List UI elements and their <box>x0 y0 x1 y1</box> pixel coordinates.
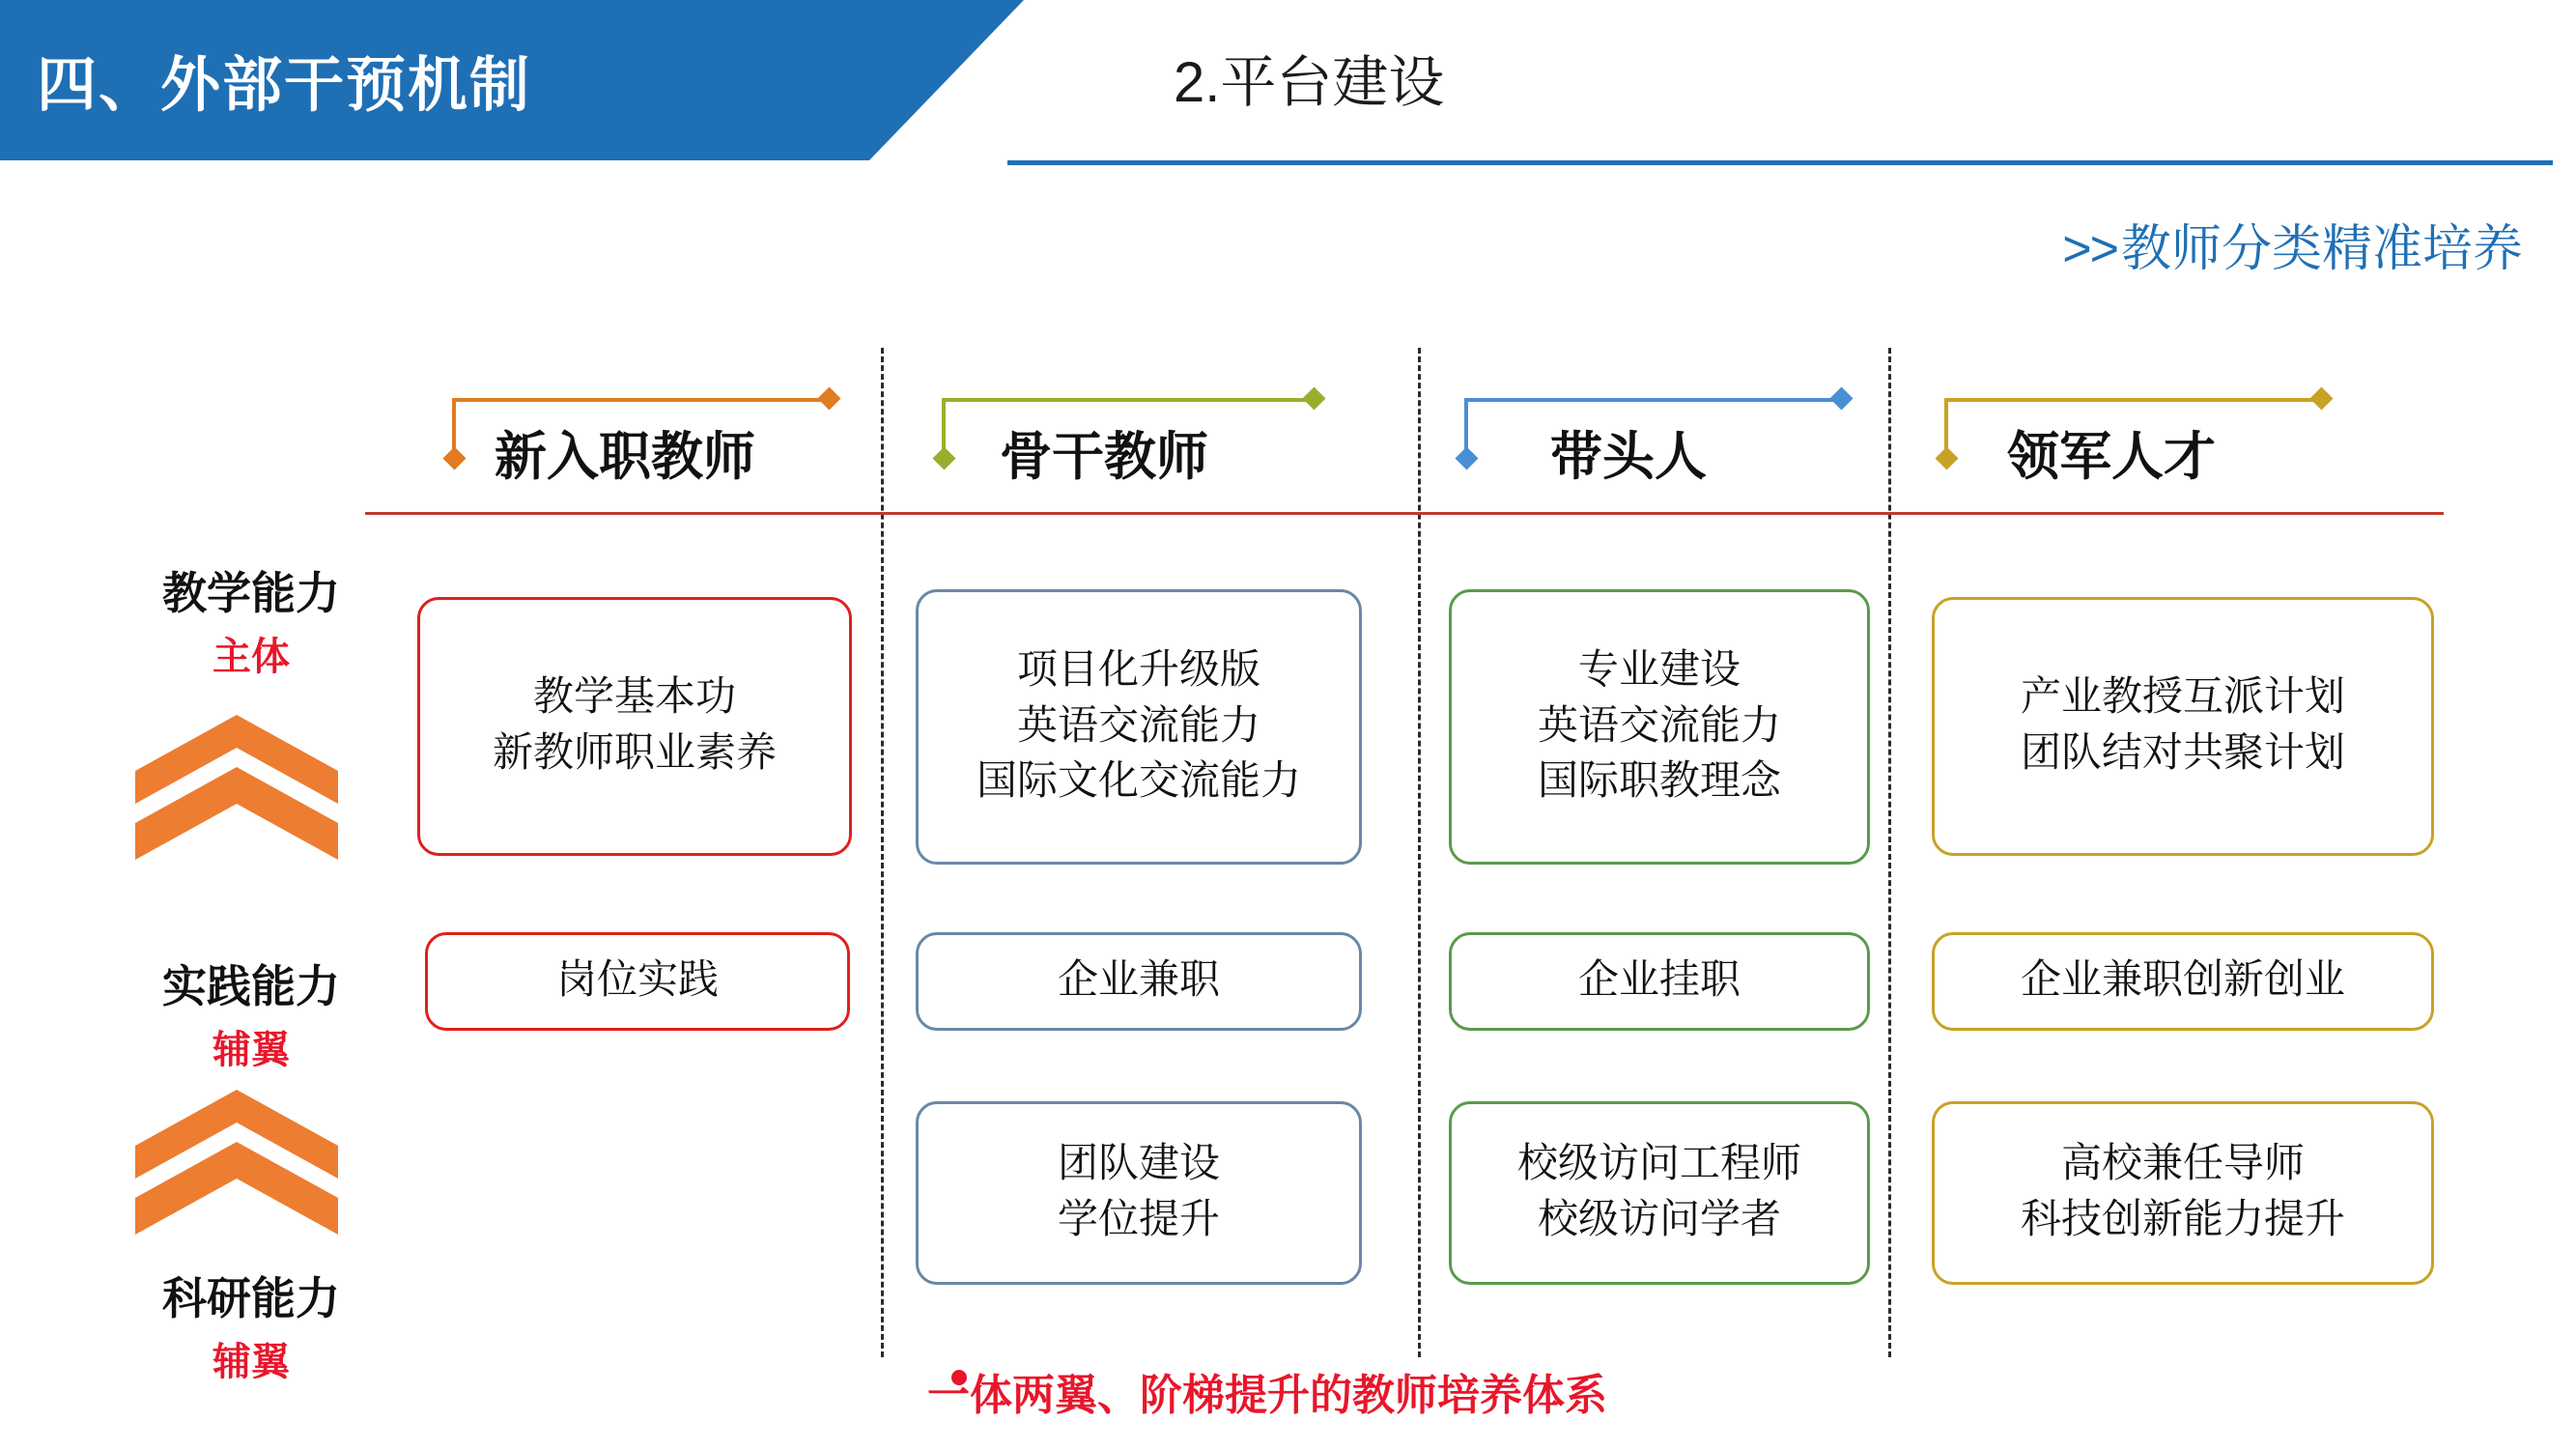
column-separator-2 <box>1418 348 1421 1357</box>
column-separator-3 <box>1888 348 1891 1357</box>
column-header-new-teacher: 新入职教师 <box>495 428 755 486</box>
card-practice-new-teacher[interactable] <box>425 932 850 1031</box>
chevron-icon-lower <box>135 1090 338 1235</box>
bracket-hline <box>452 398 829 402</box>
row-label-teaching-sub: 主体 <box>212 635 290 678</box>
bracket-hline <box>942 398 1314 402</box>
row-label-practice-sub: 辅翼 <box>212 1028 290 1071</box>
card-line: 企业兼职 <box>1057 958 1220 1004</box>
card-line: 专业建设 <box>1577 647 1741 693</box>
footer-note: 一体两翼、阶梯提升的教师培养体系 <box>927 1372 1607 1419</box>
card-teaching-top-talent[interactable] <box>1932 597 2434 856</box>
column-header-backbone-teacher: 骨干教师 <box>1000 428 1208 486</box>
card-line: 企业兼职创新创业 <box>2020 958 2345 1004</box>
card-line: 团队结对共聚计划 <box>2020 731 2345 776</box>
column-header-leader: 带头人 <box>1550 428 1707 486</box>
card-line: 国际职教理念 <box>1537 759 1781 805</box>
card-teaching-new-teacher[interactable] <box>417 597 852 856</box>
card-line: 项目化升级版 <box>1016 647 1260 693</box>
card-practice-leader[interactable] <box>1449 932 1870 1031</box>
bracket-hline <box>1464 398 1841 402</box>
card-line: 岗位实践 <box>555 958 719 1004</box>
card-line: 教学基本功 <box>532 675 736 721</box>
card-line: 产业教授互派计划 <box>2020 675 2345 721</box>
card-research-backbone-teacher[interactable] <box>916 1101 1362 1285</box>
card-practice-top-talent[interactable] <box>1932 932 2434 1031</box>
card-research-leader[interactable] <box>1449 1101 1870 1285</box>
row-label-teaching <box>106 558 396 681</box>
row-label-research <box>106 1264 396 1386</box>
banner-title: 四、外部干预机制 <box>37 52 532 119</box>
card-teaching-backbone-teacher[interactable] <box>916 589 1362 865</box>
card-teaching-leader[interactable] <box>1449 589 1870 865</box>
subtitle-text: 教师分类精准培养 <box>2120 221 2523 277</box>
card-line: 校级访问工程师 <box>1516 1142 1801 1187</box>
card-line: 团队建设 <box>1057 1142 1220 1187</box>
column-separator-1 <box>881 348 884 1357</box>
card-line: 英语交流能力 <box>1016 703 1260 749</box>
card-line: 英语交流能力 <box>1537 703 1781 749</box>
card-practice-backbone-teacher[interactable] <box>916 932 1362 1031</box>
card-line: 学位提升 <box>1057 1198 1220 1242</box>
card-line: 高校兼任导师 <box>2060 1142 2305 1187</box>
card-line: 校级访问学者 <box>1537 1198 1781 1242</box>
subtitle <box>2062 208 2523 280</box>
bracket-hline <box>1944 398 2321 402</box>
row-label-practice-main: 实践能力 <box>162 962 340 1011</box>
row-label-practice <box>106 952 396 1074</box>
card-line: 新教师职业素养 <box>492 731 777 776</box>
card-line: 国际文化交流能力 <box>976 759 1301 805</box>
row-label-research-main: 科研能力 <box>162 1274 340 1323</box>
subtitle-arrows-icon: >> <box>2062 221 2117 277</box>
card-line: 企业挂职 <box>1577 958 1741 1004</box>
header-divider-rule <box>365 512 2444 515</box>
row-label-research-sub: 辅翼 <box>212 1340 290 1383</box>
card-research-top-talent[interactable] <box>1932 1101 2434 1285</box>
header-rule <box>1007 160 2553 165</box>
slide-header <box>0 0 2576 164</box>
row-label-teaching-main: 教学能力 <box>162 569 340 618</box>
column-header-top-talent: 领军人才 <box>2007 428 2216 486</box>
card-line: 科技创新能力提升 <box>2020 1198 2345 1242</box>
section-title: 2.平台建设 <box>1174 51 1445 114</box>
chevron-icon-upper <box>135 715 338 860</box>
